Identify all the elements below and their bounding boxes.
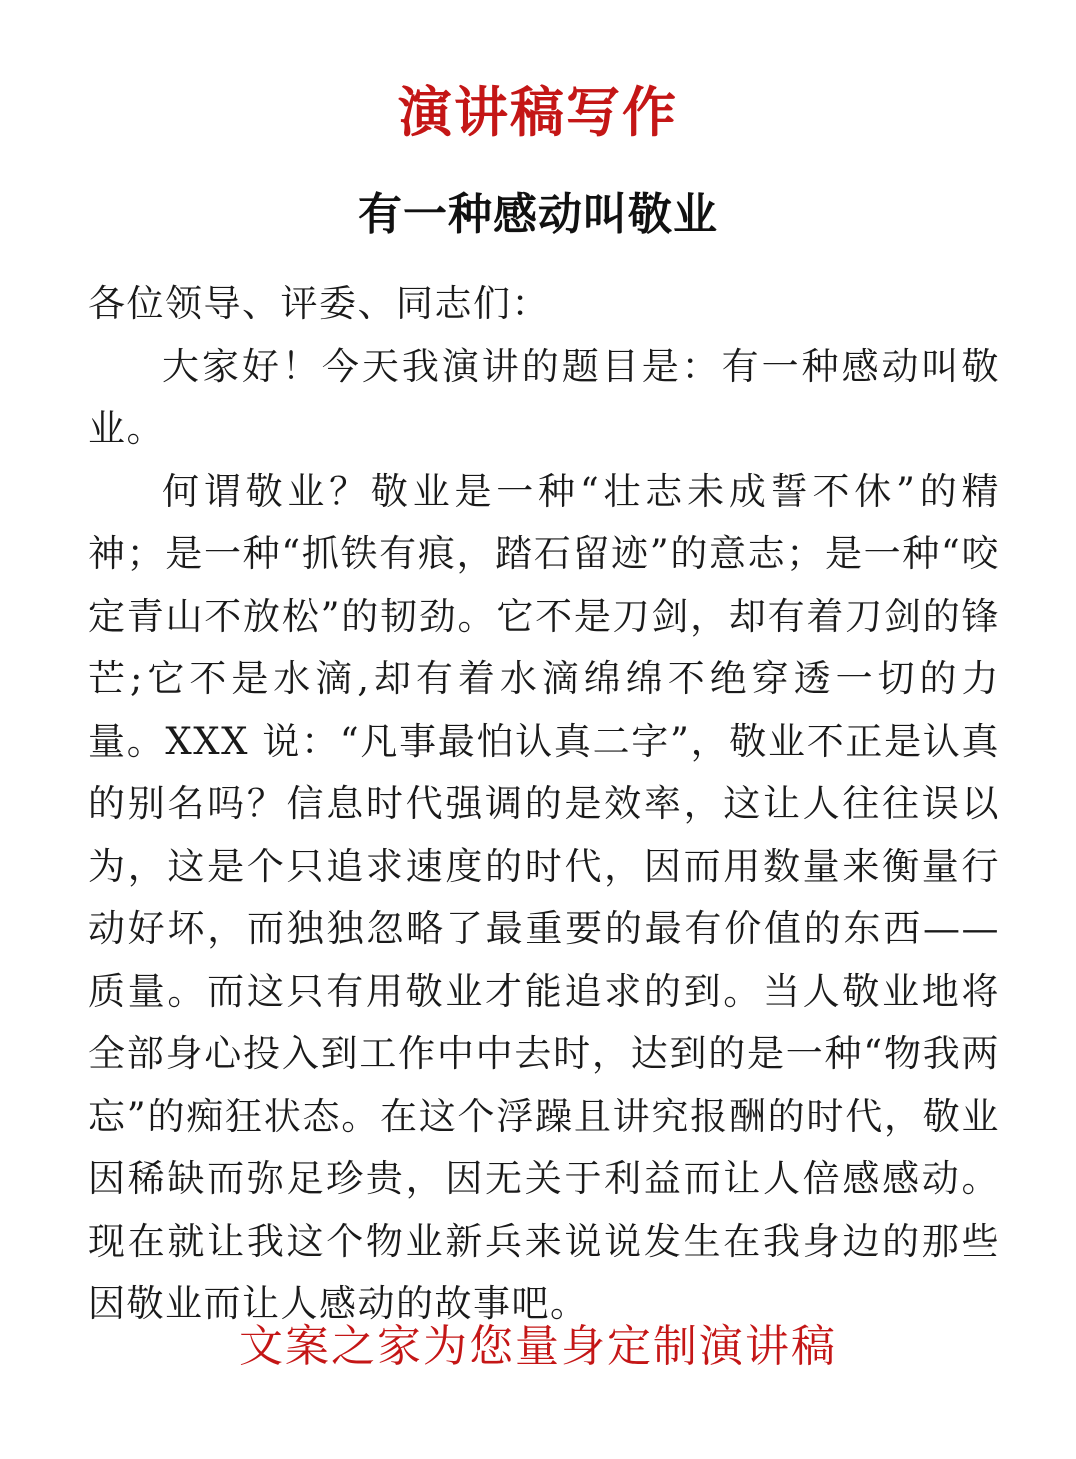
- salutation: 各位领导、评委、同志们：: [88, 282, 550, 325]
- footer-slogan: 文案之家为您量身定制演讲稿: [239, 1321, 837, 1372]
- speech-body: [88, 273, 1000, 1336]
- paragraph-greeting: 大家好！今天我演讲的题目是：有一种感动叫敬业。: [88, 344, 1000, 450]
- speech-title: 有一种感动叫敬业: [358, 189, 718, 240]
- header-title: 演讲稿写作: [398, 81, 678, 144]
- paragraph-dedication: 何谓敬业？敬业是一种“壮志未成誓不休”的精神；是一种“抓铁有痕，踏石留迹”的意志；是一种“咬定青山不放松”的韧劲。它不是刀剑，却有着刀剑的锋芒;它不是水滴,却有着水滴绵绵不绝穿透一切的力量。XXX 说：“凡事最怕认真二字”，敬业不正是认真的别名吗？信息时代强调的是效率，这让人往往误以为，这是个只追求速度的时代，因而用数量来衡量行动好坏，而独独忽略了最重要的最有价值的东西——质量。而这只有用敬业才能追求的到。当人敬业地将全部身心投入到工作中中去时，达到的是一种“物我两忘”的痴狂状态。在这个浮躁且讲究报酬的时代，敬业因稀缺而弥足珍贵，因无关于利益而让人倍感感动。现在就让我这个物业新兵来说说发生在我身边的那些因敬业而让人感动的故事吧。: [88, 469, 1000, 1325]
